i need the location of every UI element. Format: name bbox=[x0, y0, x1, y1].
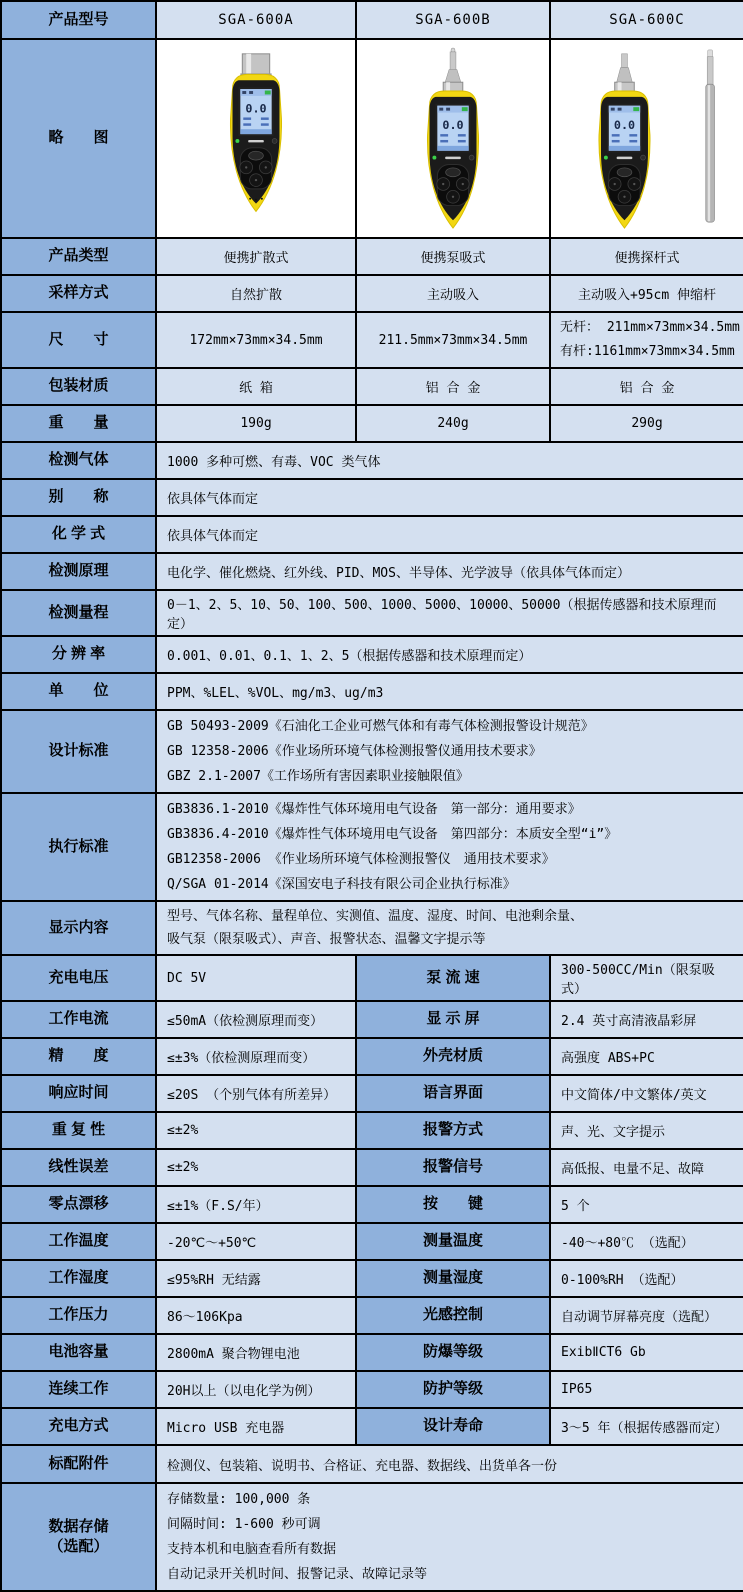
display-content-line: 吸气泵（限泵吸式）、声音、报警状态、温馨文字提示等 bbox=[167, 932, 486, 947]
value-weight-b: 240g bbox=[356, 405, 550, 442]
row-pair-4 bbox=[1, 1075, 743, 1112]
product-image-sga-600b bbox=[383, 46, 523, 232]
label-display-content: 显示内容 bbox=[1, 901, 156, 955]
row-exec-standard bbox=[1, 793, 743, 901]
data-storage-line: 自动记录开关机时间、报警记录、故障记录等 bbox=[167, 1567, 428, 1582]
value-weight-a: 190g bbox=[156, 405, 356, 442]
battery-icon bbox=[265, 90, 271, 94]
value-protection-level: IP65 bbox=[550, 1371, 743, 1408]
value-charge-method: Micro USB 充电器 bbox=[156, 1408, 356, 1445]
label-response-time: 响应时间 bbox=[1, 1075, 156, 1112]
label-alarm-signal: 报警信号 bbox=[356, 1149, 550, 1186]
row-detect-principle bbox=[1, 553, 743, 590]
value-shell-material: 高强度 ABS+PC bbox=[550, 1038, 743, 1075]
label-product-type: 产品类型 bbox=[1, 238, 156, 275]
label-size: 尺 寸 bbox=[1, 312, 156, 368]
label-design-standard: 设计标准 bbox=[1, 710, 156, 793]
row-size bbox=[1, 312, 743, 368]
value-exec-standard bbox=[156, 793, 743, 901]
row-model bbox=[1, 1, 743, 39]
value-measure-temp: -40～+80℃ （选配） bbox=[550, 1223, 743, 1260]
value-resolution: 0.001、0.01、0.1、1、2、5（根据传感器和技术原理而定） bbox=[156, 636, 743, 673]
label-precision: 精 度 bbox=[1, 1038, 156, 1075]
label-sketch: 略 图 bbox=[1, 39, 156, 238]
status-led bbox=[604, 155, 608, 159]
value-accessories: 检测仪、包装箱、说明书、合格证、充电器、数据线、出货单各一份 bbox=[156, 1445, 743, 1483]
product-image-sga-600a bbox=[186, 46, 326, 232]
screen-value: 0.0 bbox=[442, 117, 464, 132]
value-continuous-work: 20H以上（以电化学为例） bbox=[156, 1371, 356, 1408]
row-display-content bbox=[1, 901, 743, 955]
value-size-b: 211.5mm×73mm×34.5mm bbox=[356, 312, 550, 368]
label-accessories: 标配附件 bbox=[1, 1445, 156, 1483]
data-storage-label-line2: （选配） bbox=[48, 1538, 109, 1555]
row-pair-12 bbox=[1, 1371, 743, 1408]
value-sampling-b: 主动吸入 bbox=[356, 275, 550, 312]
screen-value: 0.0 bbox=[245, 101, 267, 116]
telescopic-rod-upper bbox=[707, 56, 713, 83]
brand-mark bbox=[248, 139, 264, 141]
label-display-screen: 显 示 屏 bbox=[356, 1001, 550, 1038]
status-led bbox=[235, 139, 239, 143]
value-alias: 依具体气体而定 bbox=[156, 479, 743, 516]
label-packing-material: 包装材质 bbox=[1, 368, 156, 405]
value-measure-humidity: 0-100%RH （选配） bbox=[550, 1260, 743, 1297]
value-buttons: 5 个 bbox=[550, 1186, 743, 1223]
value-working-humidity: ≤95%RH 无结露 bbox=[156, 1260, 356, 1297]
row-product-type bbox=[1, 238, 743, 275]
exec-standard-line: GB3836.1-2010《爆炸性气体环境用电气设备 第一部分：通用要求》 bbox=[167, 802, 581, 817]
model-name-sga-600b: SGA-600B bbox=[356, 1, 550, 39]
value-precision: ≤±3%（依检测原理而变） bbox=[156, 1038, 356, 1075]
row-chemical-formula bbox=[1, 516, 743, 553]
value-repeatability: ≤±2% bbox=[156, 1112, 356, 1149]
value-zero-drift: ≤±1%（F.S/年） bbox=[156, 1186, 356, 1223]
row-pair-11 bbox=[1, 1334, 743, 1371]
label-product-model: 产品型号 bbox=[1, 1, 156, 39]
value-explosion-proof: ExibⅡCT6 Gb bbox=[550, 1334, 743, 1371]
power-button bbox=[272, 138, 277, 143]
value-sampling-c: 主动吸入+95cm 伸缩杆 bbox=[550, 275, 743, 312]
value-battery-capacity: 2800mA 聚合物锂电池 bbox=[156, 1334, 356, 1371]
status-led bbox=[432, 155, 436, 159]
value-type-a: 便携扩散式 bbox=[156, 238, 356, 275]
label-alias: 别 称 bbox=[1, 479, 156, 516]
label-pump-flow: 泵 流 速 bbox=[356, 955, 550, 1001]
row-pair-8 bbox=[1, 1223, 743, 1260]
value-detect-principle: 电化学、催化燃烧、红外线、PID、MOS、半导体、光学波导（依具体气体而定） bbox=[156, 553, 743, 590]
value-display-content bbox=[156, 901, 743, 955]
row-pair-9 bbox=[1, 1260, 743, 1297]
value-detect-gas: 1000 多种可燃、有毒、VOC 类气体 bbox=[156, 442, 743, 479]
battery-icon bbox=[633, 107, 639, 111]
label-measure-humidity: 测量湿度 bbox=[356, 1260, 550, 1297]
value-packing-c: 铝 合 金 bbox=[550, 368, 743, 405]
value-language-ui: 中文简体/中文繁体/英文 bbox=[550, 1075, 743, 1112]
probe-rod bbox=[622, 53, 628, 67]
data-storage-line: 支持本机和电脑查看所有数据 bbox=[167, 1542, 337, 1557]
row-sketch bbox=[1, 39, 743, 238]
probe-rod bbox=[450, 51, 456, 70]
menu-button bbox=[446, 167, 461, 176]
row-pair-1 bbox=[1, 955, 743, 1001]
model-name-sga-600a: SGA-600A bbox=[156, 1, 356, 39]
value-working-pressure: 86～106Kpa bbox=[156, 1297, 356, 1334]
label-detect-range: 检测量程 bbox=[1, 590, 156, 636]
row-pair-7 bbox=[1, 1186, 743, 1223]
product-image-cell-b bbox=[356, 39, 550, 238]
row-pair-2 bbox=[1, 1001, 743, 1038]
value-weight-c: 290g bbox=[550, 405, 743, 442]
label-unit: 单 位 bbox=[1, 673, 156, 710]
row-data-storage bbox=[1, 1483, 743, 1591]
row-pair-13 bbox=[1, 1408, 743, 1445]
value-detect-range: 0－1、2、5、10、50、100、500、1000、5000、10000、50000（根据传感器和技术原理而定） bbox=[156, 590, 743, 636]
power-button bbox=[641, 155, 646, 160]
label-sampling-method: 采样方式 bbox=[1, 275, 156, 312]
power-button bbox=[469, 155, 474, 160]
value-data-storage bbox=[156, 1483, 743, 1591]
label-shell-material: 外壳材质 bbox=[356, 1038, 550, 1075]
value-design-life: 3～5 年（根据传感器而定） bbox=[550, 1408, 743, 1445]
label-charge-voltage: 充电电压 bbox=[1, 955, 156, 1001]
label-resolution: 分 辨 率 bbox=[1, 636, 156, 673]
label-detect-gas: 检测气体 bbox=[1, 442, 156, 479]
row-alias bbox=[1, 479, 743, 516]
label-repeatability: 重 复 性 bbox=[1, 1112, 156, 1149]
label-working-pressure: 工作压力 bbox=[1, 1297, 156, 1334]
row-detect-range bbox=[1, 590, 743, 636]
label-data-storage bbox=[1, 1483, 156, 1591]
telescopic-rod-cap bbox=[708, 49, 713, 56]
screen-value: 0.0 bbox=[613, 117, 636, 132]
label-exec-standard: 执行标准 bbox=[1, 793, 156, 901]
exec-standard-line: Q/SGA 01-2014《深国安电子科技有限公司企业执行标准》 bbox=[167, 877, 516, 892]
row-weight bbox=[1, 405, 743, 442]
product-image-sga-600c bbox=[563, 46, 731, 232]
label-working-current: 工作电流 bbox=[1, 1001, 156, 1038]
row-pair-5 bbox=[1, 1112, 743, 1149]
row-packing bbox=[1, 368, 743, 405]
display-content-line: 型号、气体名称、量程单位、实测值、温度、湿度、时间、电池剩余量、 bbox=[167, 909, 584, 924]
label-protection-level: 防护等级 bbox=[356, 1371, 550, 1408]
value-type-b: 便携泵吸式 bbox=[356, 238, 550, 275]
menu-button bbox=[617, 167, 632, 176]
probe-funnel bbox=[445, 69, 461, 82]
exec-standard-line: GB12358-2006 《作业场所环境气体检测报警仪 通用技术要求》 bbox=[167, 852, 555, 867]
value-packing-b: 铝 合 金 bbox=[356, 368, 550, 405]
label-linearity-error: 线性误差 bbox=[1, 1149, 156, 1186]
brand-mark bbox=[617, 156, 633, 158]
value-type-c: 便携探杆式 bbox=[550, 238, 743, 275]
product-image-cell-a bbox=[156, 39, 356, 238]
value-charge-voltage: DC 5V bbox=[156, 955, 356, 1001]
model-name-sga-600c: SGA-600C bbox=[550, 1, 743, 39]
label-working-temp: 工作温度 bbox=[1, 1223, 156, 1260]
label-measure-temp: 测量温度 bbox=[356, 1223, 550, 1260]
value-light-control: 自动调节屏幕亮度（选配） bbox=[550, 1297, 743, 1334]
size-c-without-rod: 无杆： 211mm×73mm×34.5mm bbox=[560, 320, 740, 335]
row-design-standard bbox=[1, 710, 743, 793]
label-zero-drift: 零点漂移 bbox=[1, 1186, 156, 1223]
value-working-current: ≤50mA（依检测原理而变） bbox=[156, 1001, 356, 1038]
row-unit bbox=[1, 673, 743, 710]
value-design-standard bbox=[156, 710, 743, 793]
label-weight: 重 量 bbox=[1, 405, 156, 442]
size-c-with-rod: 有杆:1161mm×73mm×34.5mm bbox=[560, 344, 735, 359]
label-continuous-work: 连续工作 bbox=[1, 1371, 156, 1408]
row-accessories bbox=[1, 1445, 743, 1483]
battery-icon bbox=[462, 107, 468, 111]
brand-mark bbox=[445, 156, 461, 158]
value-linearity-error: ≤±2% bbox=[156, 1149, 356, 1186]
design-standard-line: GB 12358-2006《作业场所环境气体检测报警仪通用技术要求》 bbox=[167, 744, 542, 759]
label-detect-principle: 检测原理 bbox=[1, 553, 156, 590]
value-alarm-signal: 高低报、电量不足、故障 bbox=[550, 1149, 743, 1186]
label-light-control: 光感控制 bbox=[356, 1297, 550, 1334]
value-sampling-a: 自然扩散 bbox=[156, 275, 356, 312]
value-size-c bbox=[550, 312, 743, 368]
value-response-time: ≤20S （个别气体有所差异） bbox=[156, 1075, 356, 1112]
label-charge-method: 充电方式 bbox=[1, 1408, 156, 1445]
value-display-screen: 2.4 英寸高清液晶彩屏 bbox=[550, 1001, 743, 1038]
row-resolution bbox=[1, 636, 743, 673]
data-storage-line: 间隔时间: 1-600 秒可调 bbox=[167, 1517, 321, 1532]
probe-funnel bbox=[617, 67, 633, 82]
row-pair-3 bbox=[1, 1038, 743, 1075]
label-alarm-method: 报警方式 bbox=[356, 1112, 550, 1149]
value-unit: PPM、%LEL、%VOL、mg/m3、ug/m3 bbox=[156, 673, 743, 710]
value-packing-a: 纸 箱 bbox=[156, 368, 356, 405]
row-detect-gas bbox=[1, 442, 743, 479]
design-standard-line: GBZ 2.1-2007《工作场所有害因素职业接触限值》 bbox=[167, 769, 469, 784]
value-working-temp: -20℃～+50℃ bbox=[156, 1223, 356, 1260]
exec-standard-line: GB3836.4-2010《爆炸性气体环境用电气设备 第四部分：本质安全型“i”》 bbox=[167, 827, 618, 842]
value-chemical-formula: 依具体气体而定 bbox=[156, 516, 743, 553]
row-pair-10 bbox=[1, 1297, 743, 1334]
value-size-a: 172mm×73mm×34.5mm bbox=[156, 312, 356, 368]
label-battery-capacity: 电池容量 bbox=[1, 1334, 156, 1371]
data-storage-label-line1: 数据存储 bbox=[48, 1517, 109, 1535]
label-design-life: 设计寿命 bbox=[356, 1408, 550, 1445]
value-alarm-method: 声、光、文字提示 bbox=[550, 1112, 743, 1149]
value-pump-flow: 300-500CC/Min（限泵吸式） bbox=[550, 955, 743, 1001]
label-chemical-formula: 化 学 式 bbox=[1, 516, 156, 553]
label-language-ui: 语言界面 bbox=[356, 1075, 550, 1112]
label-buttons: 按 键 bbox=[356, 1186, 550, 1223]
label-working-humidity: 工作湿度 bbox=[1, 1260, 156, 1297]
label-explosion-proof: 防爆等级 bbox=[356, 1334, 550, 1371]
row-sampling bbox=[1, 275, 743, 312]
data-storage-line: 存储数量: 100,000 条 bbox=[167, 1492, 311, 1507]
product-image-cell-c bbox=[550, 39, 743, 238]
menu-button bbox=[249, 151, 264, 160]
design-standard-line: GB 50493-2009《石油化工企业可燃气体和有毒气体检测报警设计规范》 bbox=[167, 719, 594, 734]
row-pair-6 bbox=[1, 1149, 743, 1186]
